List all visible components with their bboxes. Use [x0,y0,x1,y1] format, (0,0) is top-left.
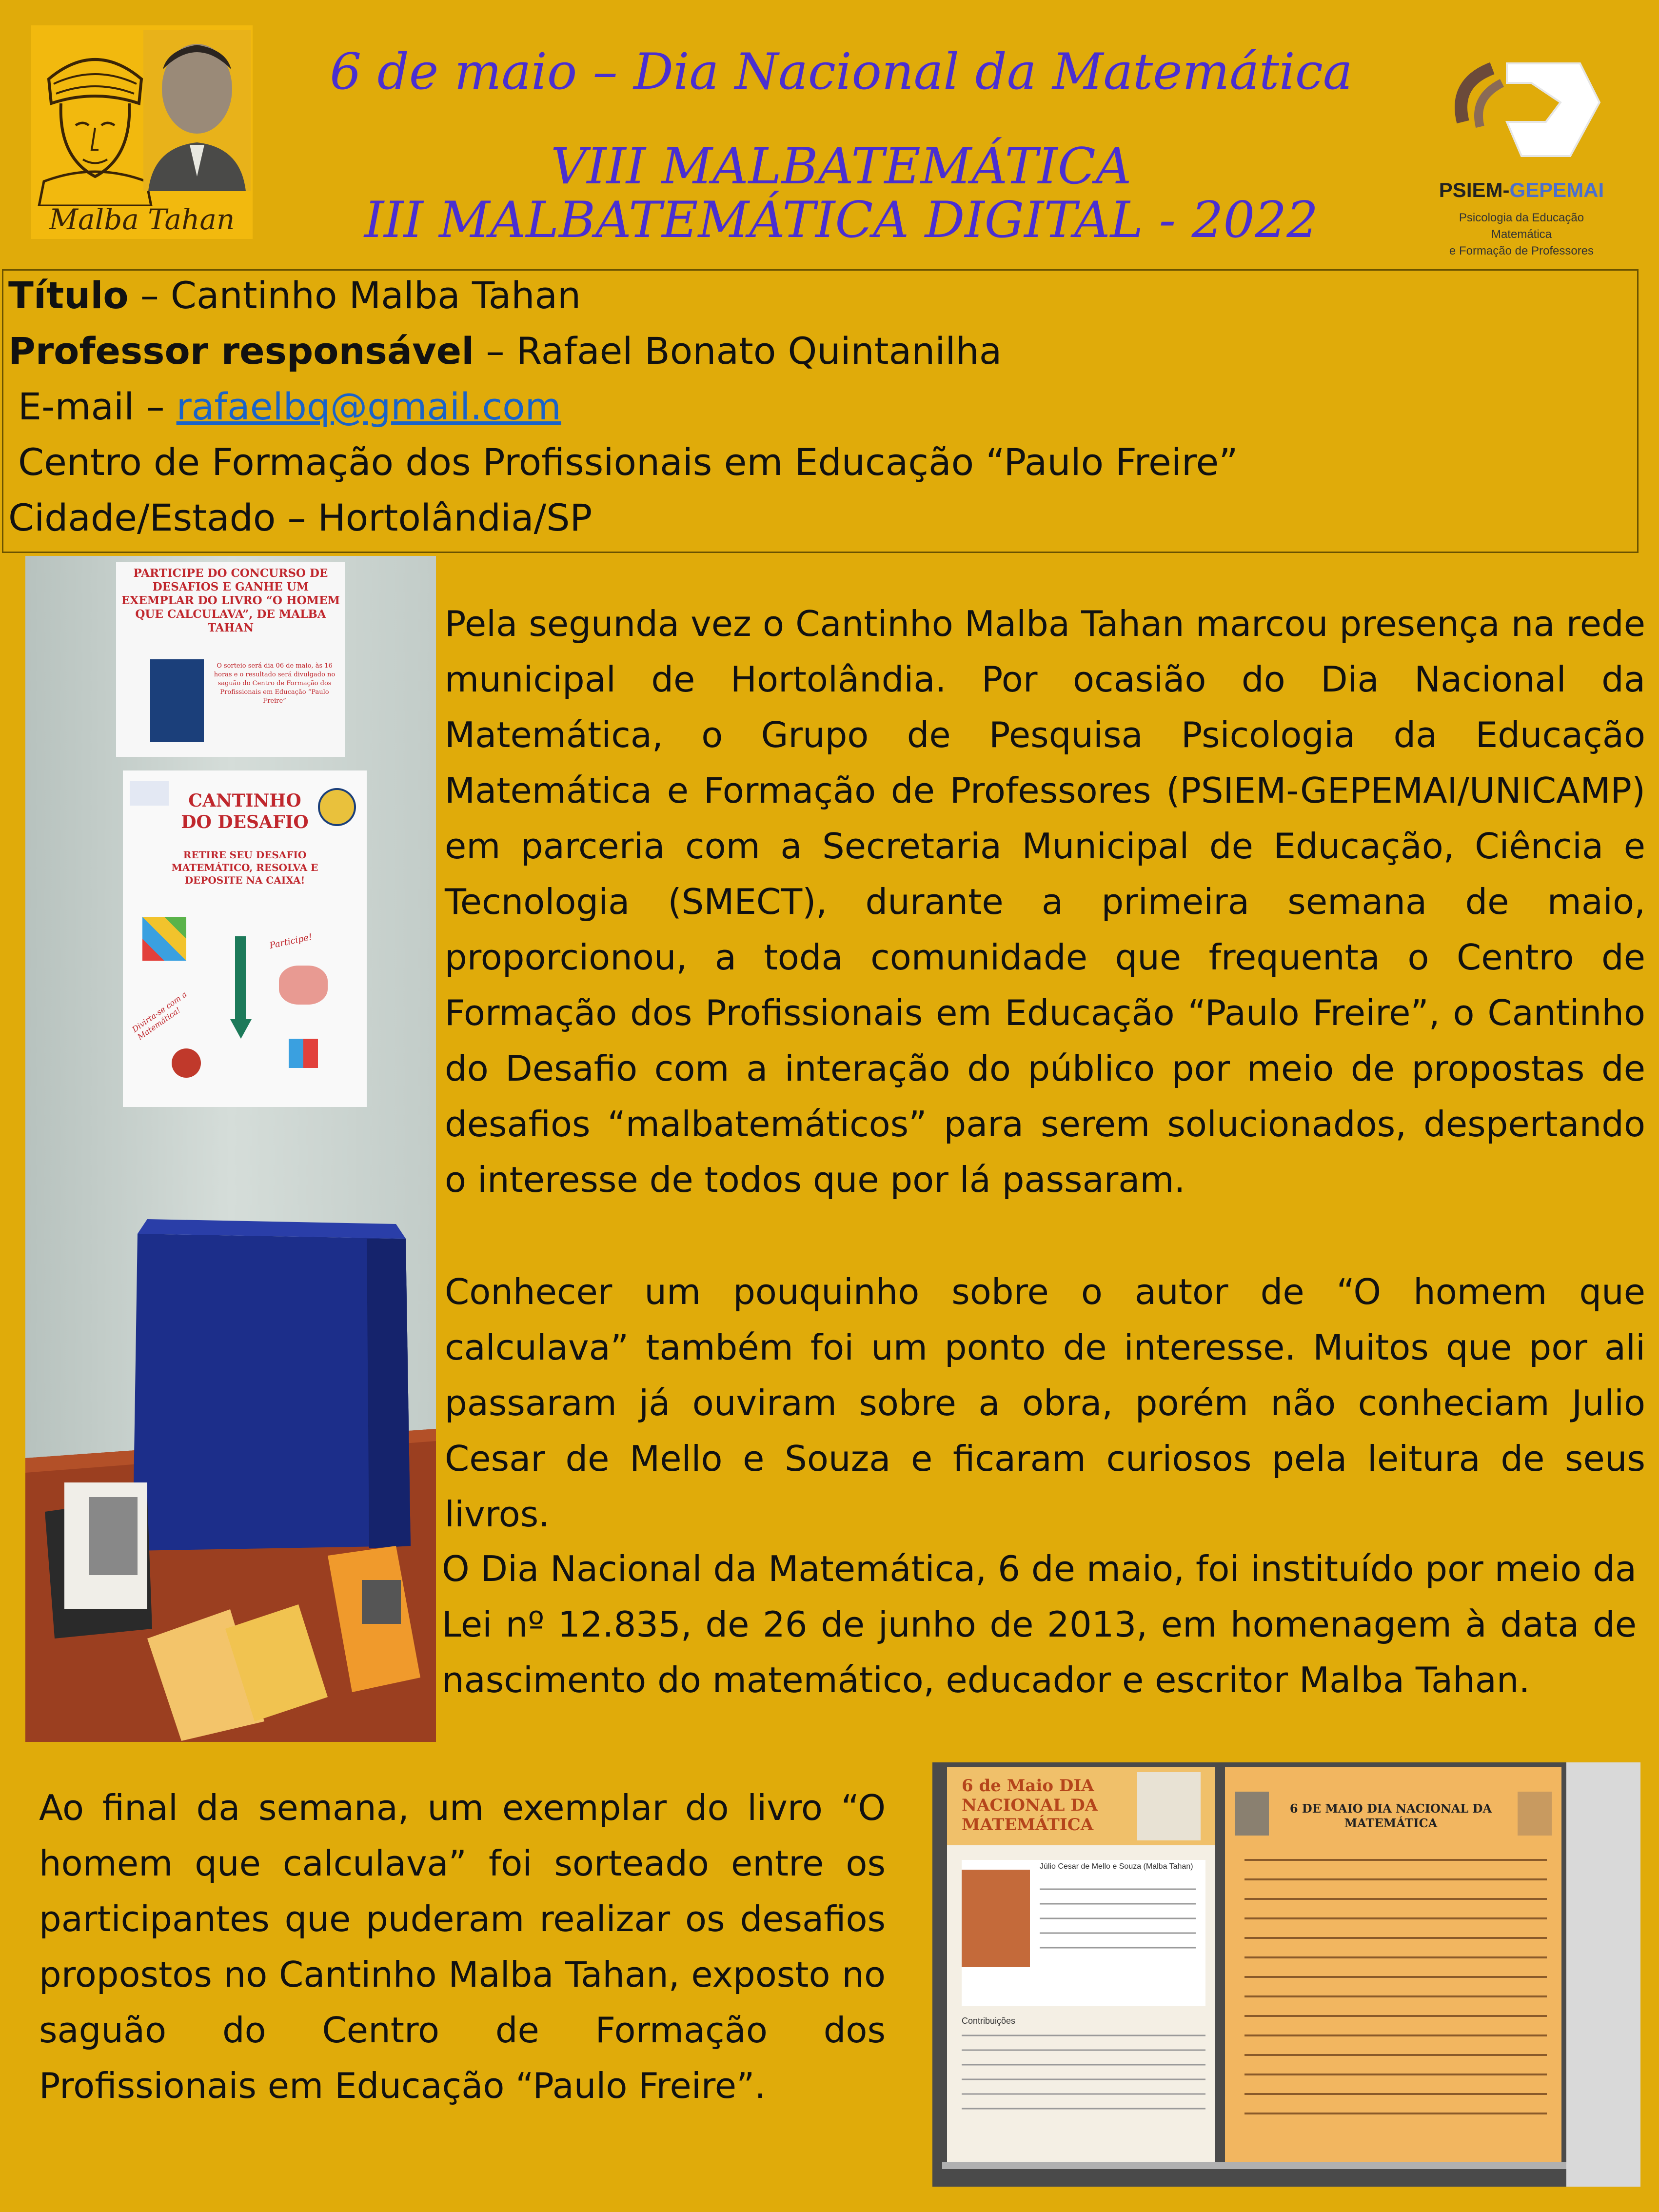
puzzle-ball-icon [172,1048,201,1078]
challenge-poster-instructions: RETIRE SEU DESAFIO MATEMÁTICO, RESOLVA E DEPOSITE NA CAIXA! [171,849,318,886]
arrow-head-icon [230,1019,252,1039]
paragraph-author-interest: Conhecer um pouquinho sobre o autor de “O homem que calculava” também foi um ponto de interesse. Muitos que por ali passaram já ouviram sobre a obra, porém não conheciam Julio Cesar de Mello e Souza e ficaram curiosos pela leitura de seus livros. [445,1271,1645,1535]
psiem-gepemai-logo [1434,54,1609,257]
project-title-line [8,274,581,317]
event-date-title: 6 de maio – Dia Nacional da Matemática [330,43,1353,101]
psiem-logo-name-part1: PSIEM- [1439,178,1510,201]
psiem-logo-subtitle [1434,210,1609,259]
poster-city-seal [318,788,356,826]
banner-left-subtitle: Júlio Cesar de Mello e Souza (Malba Tahan) [1040,1862,1193,1871]
psiem-logo-emblem [1434,54,1609,176]
poster-psiem-logo [130,781,169,806]
psiem-logo-subtitle-line2: e Formação de Professores [1449,244,1594,257]
paragraph-book-raffle: Ao final da semana, um exemplar do livro “O homem que calculava” foi sorteado entre os participantes que puderam realizar os desafios propostos no Cantinho Malba Tahan, exposto no saguão do Centro de Formação dos Profissionais em Educação “Paulo Freire”. [39,1787,886,2106]
event-title-line2: III MALBATEMÁTICA DIGITAL - 2022 [364,191,1319,249]
down-arrow-icon [235,936,246,1024]
psiem-logo-name [1434,178,1609,202]
banner-left-section: Contribuições [962,2016,1016,2026]
event-title-line1: VIII MALBATEMÁTICA [551,138,1132,196]
challenge-poster [123,770,367,1107]
malba-tahan-logo [31,25,253,239]
banner-right-title: 6 DE MAIO DIA NACIONAL DA MATEMÁTICA [1289,1801,1492,1830]
psiem-logo-subtitle-line1: Psicologia da Educação Matemática [1459,211,1584,241]
banners-photo [932,1762,1640,2187]
project-title-label: Título [8,274,129,317]
institution-line: Centro de Formação dos Profissionais em Educação “Paulo Freire” [18,440,1238,484]
challenge-poster-side1: Participe! [268,931,314,951]
contest-poster [116,562,345,757]
paragraph-national-day-law: O Dia Nacional da Matemática, 6 de maio, foi instituído por meio da Lei nº 12.835, de 26 de junho de 2013, em homenagem à data de nascimento do matemático, educador e escritor Malba Tahan. [442,1548,1637,1700]
malba-tahan-signature: Malba Tahan [49,203,235,236]
paragraph-cantinho-presence: Pela segunda vez o Cantinho Malba Tahan marcou presença na rede municipal de Hortolândia. Por ocasião do Dia Nacional da Matemática, o Grupo de Pesquisa Psicologia da Educação Matemática e Formação de Professores (PSIEM-GEPEMAI/UNICAMP) em parceria com a Secretaria Municipal de Educação, Ciência e Tecnologia (SMECT), durante a primeira semana de maio, proporcionou, a toda comunidade que frequenta o Centro de Formação dos Profissionais em Educação “Paulo Freire”, o Cantinho do Desafio com a interação do público por meio de propostas de desafios “malbatemáticos” para serem solucionados, despertando o interesse de todos que por lá passaram. [445,603,1645,1200]
email-label: E-mail – [18,385,177,428]
banner-left-title: 6 de Maio DIA NACIONAL DA MATEMÁTICA [962,1776,1098,1835]
book-cover-image [150,659,204,742]
psiem-logo-name-part2: GEPEMAI [1509,178,1604,201]
project-title-value: – Cantinho Malba Tahan [128,274,581,317]
challenge-poster-title: CANTINHO DO DESAFIO [181,790,309,832]
contest-poster-headline: PARTICIPE DO CONCURSO DE DESAFIOS E GANHE UM EXEMPLAR DO LIVRO “O HOMEM QUE CALCULAVA”, DE MALBA TAHAN [121,567,340,634]
email-link[interactable]: rafaelbq@gmail.com [176,385,561,428]
cantinho-display-photo [25,556,436,1742]
rubik-cube-icon [142,917,186,961]
puzzle-piece-icon [289,1039,318,1068]
email-line [18,385,561,428]
turban-sketch-illustration [34,45,156,206]
professor-value: – Rafael Bonato Quintanilha [474,329,1002,373]
author-portrait-photo [143,30,251,191]
city-state-line: Cidade/Estado – Hortolândia/SP [8,496,592,539]
professor-line [8,329,1002,373]
contest-poster-details: O sorteio será dia 06 de maio, às 16 horas e o resultado será divulgado no saguão do Centro de Formação dos Profissionais em Educação “Paulo Freire” [214,662,336,705]
professor-label: Professor responsável [8,329,474,373]
challenge-poster-side2: Divirta-se com a Matemática! [130,989,189,1042]
mascot-illustration [279,966,328,1005]
project-info-box [2,269,1639,553]
